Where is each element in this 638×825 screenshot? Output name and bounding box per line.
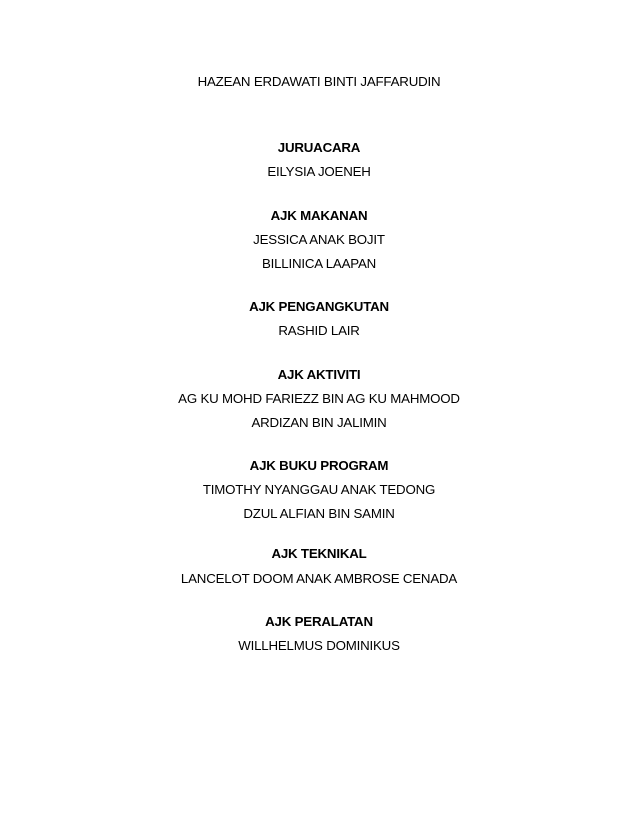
- section-member: JESSICA ANAK BOJIT: [253, 232, 385, 247]
- section-heading-ajk-peralatan: AJK PERALATAN: [265, 614, 373, 629]
- top-name: HAZEAN ERDAWATI BINTI JAFFARUDIN: [197, 74, 441, 89]
- section-member: LANCELOT DOOM ANAK AMBROSE CENADA: [180, 571, 458, 586]
- section-heading-ajk-makanan: AJK MAKANAN: [270, 208, 368, 223]
- section-heading-ajk-teknikal: AJK TEKNIKAL: [271, 546, 367, 561]
- section-heading-juruacara: JURUACARA: [277, 140, 361, 155]
- section-member: WILLHELMUS DOMINIKUS: [238, 638, 400, 653]
- section-heading-ajk-aktiviti: AJK AKTIVITI: [277, 367, 361, 382]
- section-member: BILLINICA LAAPAN: [261, 256, 377, 271]
- section-member: TIMOTHY NYANGGAU ANAK TEDONG: [202, 482, 436, 497]
- section-heading-ajk-buku-program: AJK BUKU PROGRAM: [249, 458, 389, 473]
- section-heading-ajk-pengangkutan: AJK PENGANGKUTAN: [249, 299, 389, 314]
- section-member: DZUL ALFIAN BIN SAMIN: [243, 506, 395, 521]
- section-member: RASHID LAIR: [278, 323, 360, 338]
- section-member: EILYSIA JOENEH: [267, 164, 371, 179]
- section-member: AG KU MOHD FARIEZZ BIN AG KU MAHMOOD: [178, 391, 460, 406]
- section-member: ARDIZAN BIN JALIMIN: [251, 415, 387, 430]
